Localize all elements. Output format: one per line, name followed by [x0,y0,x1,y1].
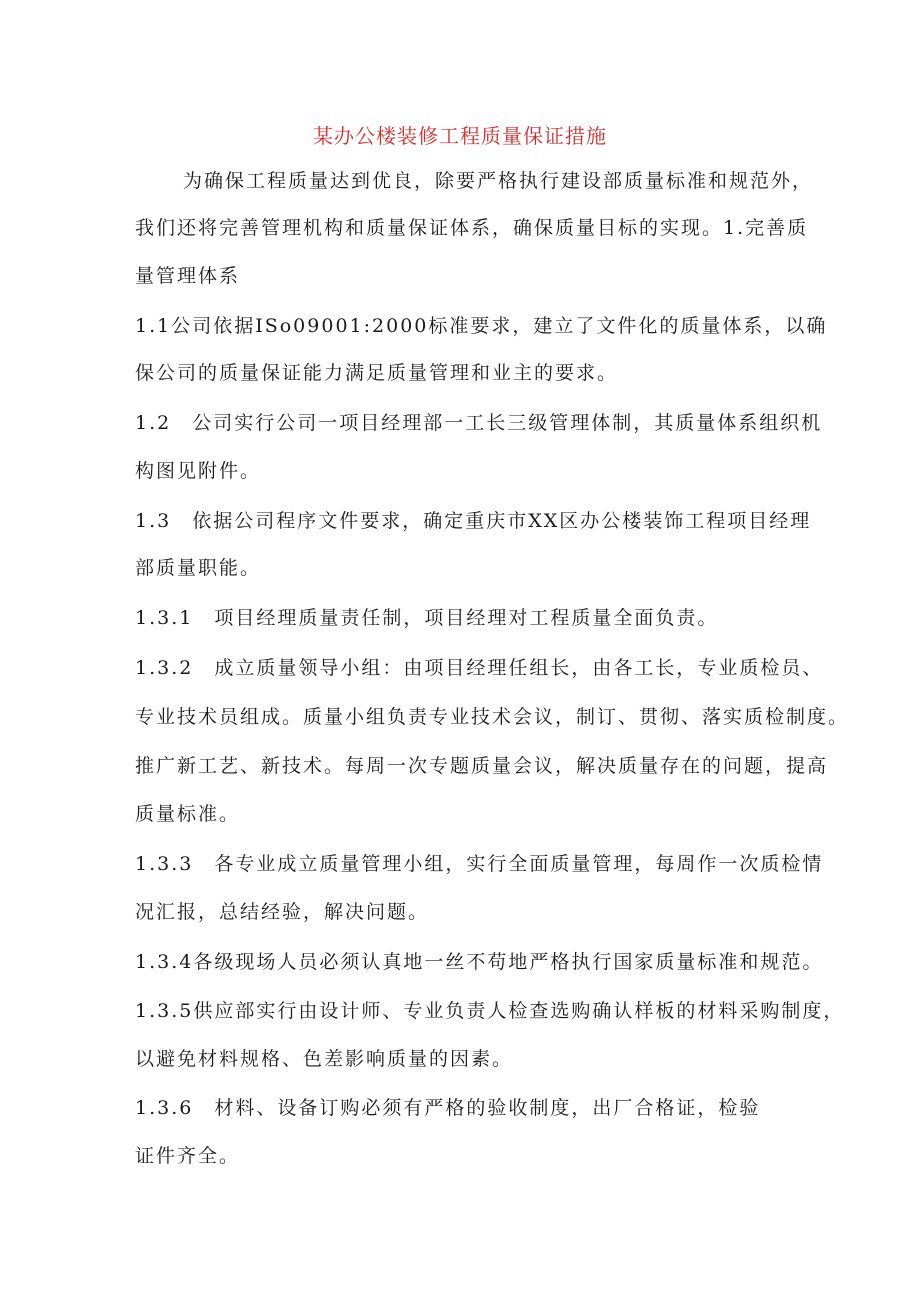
document-title: 某办公楼装修工程质量保证措施 [313,124,607,148]
paragraph-line: 1.2 公司实行公司一项目经理部一工长三级管理体制，其质量体系组织机 [135,412,823,434]
paragraph-line: 1.1公司依据ISo09001:2000标准要求，建立了文件化的质量体系，以确 [135,315,828,337]
paragraph-line: 保公司的质量保证能力满足质量管理和业主的要求。 [135,362,619,384]
paragraph-line: 1.3.2 成立质量领导小组：由项目经理任组长，由各工长，专业质检员、 [135,657,824,679]
paragraph-line: 1.3.1 项目经理质量责任制，项目经理对工程质量全面负责。 [135,607,719,629]
paragraph-line: 证件齐全。 [135,1145,241,1167]
paragraph-line: 构图见附件。 [135,460,262,482]
paragraph-line: 我们还将完善管理机构和质量保证体系，确保质量目标的实现。1.完善质 [135,217,809,239]
paragraph-line: 专业技术员组成。质量小组负责专业技术会议，制订、贯彻、落实质检制度。 [135,706,850,728]
paragraph-line: 1.3.3 各专业成立质量管理小组，实行全面质量管理，每周作一次质检情 [135,853,824,875]
paragraph-line: 量管理体系 [135,265,241,287]
paragraph-line: 为确保工程质量达到优良，除要严格执行建设部质量标准和规范外， [183,170,814,192]
paragraph-line: 1.3.4各级现场人员必须认真地一丝不苟地严格执行国家质量标准和规范。 [135,951,824,973]
paragraph-line: 况汇报，总结经验，解决问题。 [135,901,430,923]
paragraph-line: 1.3.5供应部实行由设计师、专业负责人检查选购确认样板的材料采购制度， [135,1000,845,1022]
paragraph-line: 1.3.6 材料、设备订购必须有严格的验收制度，出厂合格证，检验 [135,1097,761,1119]
paragraph-line: 推广新工艺、新技术。每周一次专题质量会议，解决质量存在的问题，提高 [135,755,829,777]
paragraph-line: 1.3 依据公司程序文件要求，确定重庆市XX区办公楼装饰工程项目经理 [135,510,812,532]
paragraph-line: 以避免材料规格、色差影响质量的因素。 [135,1048,514,1070]
paragraph-line: 部质量职能。 [135,557,262,579]
paragraph-line: 质量标准。 [135,803,241,825]
